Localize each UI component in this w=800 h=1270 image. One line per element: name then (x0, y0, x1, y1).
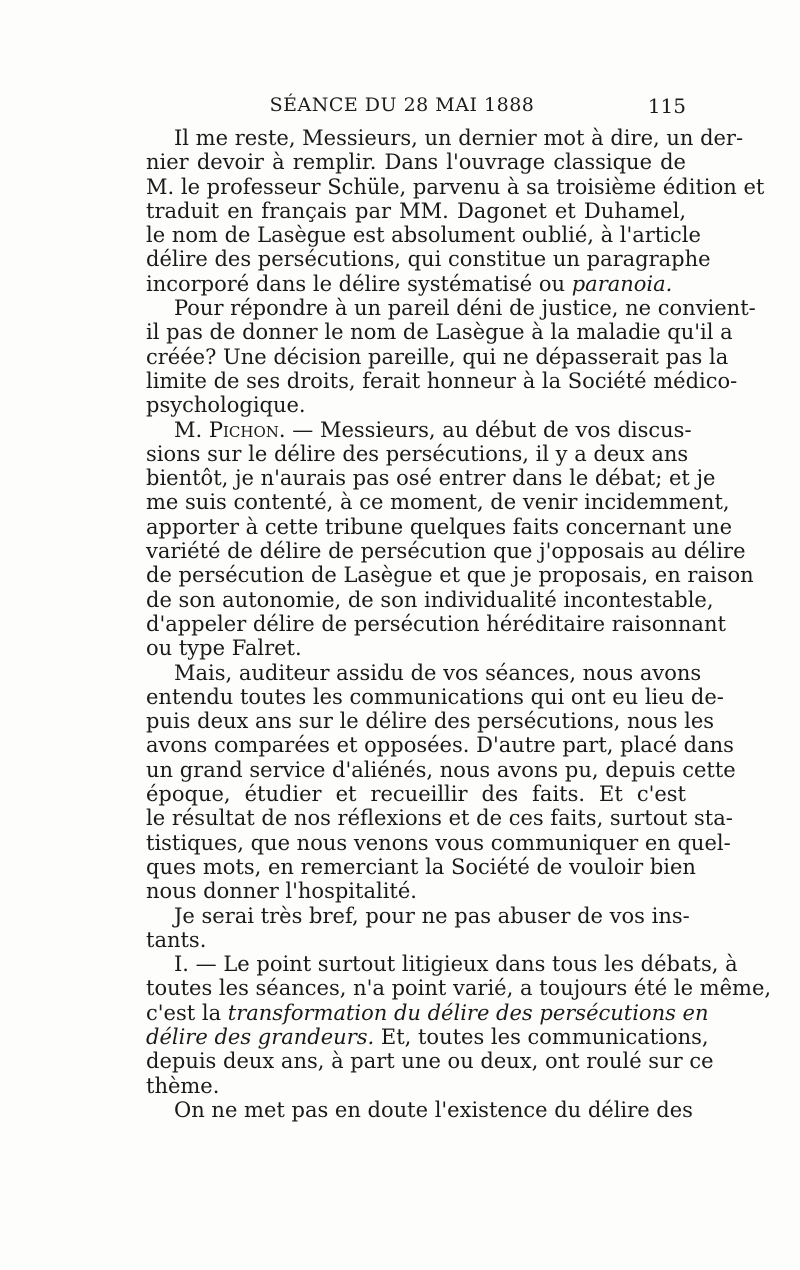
text-line: créée? Une décision pareille, qui ne dépasserait pas la (146, 344, 729, 369)
page-header (118, 94, 686, 124)
text-line: entendu toutes les communications qui ont eu lieu de- (146, 684, 724, 709)
text-line: époque, étudier et recueillir des faits. Et c'est (146, 782, 686, 807)
text-segment: incorporé dans le délire systématisé ou (146, 271, 566, 296)
text-line: On ne met pas en doute l'existence du délire des (174, 1097, 693, 1122)
text-line: d'appeler délire de persécution héréditaire raisonnant (146, 611, 726, 636)
text-line: thème. (146, 1073, 220, 1098)
running-head: SÉANCE DU 28 MAI 1888 (269, 94, 535, 116)
text-segment: Et, toutes les communications, (380, 1024, 709, 1049)
text-line: nous donner l'hospitalité. (146, 879, 417, 904)
paragraph (118, 1097, 693, 1122)
speaker-name: Pichon. (208, 417, 286, 442)
text-line (118, 1000, 709, 1025)
text-line: de son autonomie, de son individualité incontestable, (146, 587, 714, 612)
italic-term: transformation du délire des persécutions en (227, 1000, 709, 1025)
text-segment: — Messieurs, au début de vos discus- (292, 417, 692, 442)
italic-term: délire des grandeurs. (146, 1024, 375, 1049)
paragraph (118, 126, 765, 296)
text-line: variété de délire de persécution que j'opposais au délire (146, 539, 746, 564)
text-line: nier devoir à remplir. Dans l'ouvrage classique de (146, 150, 686, 175)
text-line: tistiques, que nous venons vous communiquer en quel- (146, 830, 731, 855)
text-line: sions sur le délire des persécutions, il y a deux ans (146, 441, 689, 466)
italic-term: paranoia. (571, 271, 673, 296)
paragraph (118, 296, 756, 418)
paragraph (118, 903, 690, 953)
text-line: I. — Le point surtout litigieux dans tous les débats, à (174, 952, 738, 977)
text-segment: c'est la (146, 1000, 222, 1025)
text-line: Mais, auditeur assidu de vos séances, nous avons (174, 660, 702, 685)
text-line: de persécution de Lasègue et que je proposais, en raison (146, 563, 754, 588)
text-line: bientôt, je n'aurais pas osé entrer dans le débat; et je (146, 466, 716, 491)
page-number: 115 (647, 94, 686, 118)
paragraph (118, 660, 736, 904)
paragraph (118, 417, 754, 661)
text-line: psychologique. (146, 393, 306, 418)
text-line: me suis contenté, à ce moment, de venir incidemment, (146, 490, 730, 515)
text-line: puis deux ans sur le délire des persécutions, nous les (146, 709, 715, 734)
text-line: ques mots, en remerciant la Société de vouloir bien (146, 854, 696, 879)
text-line (118, 272, 686, 296)
speaker-prefix: M. (174, 417, 203, 442)
text-line: tants. (146, 927, 207, 952)
text-line: M. le professeur Schüle, parvenu à sa troisième édition et (146, 174, 765, 199)
text-line: apporter à cette tribune quelques faits concernant une (146, 514, 733, 539)
text-line: un grand service d'aliénés, nous avons pu, depuis cette (146, 757, 736, 782)
text-line: le résultat de nos réflexions et de ces faits, surtout sta- (146, 806, 733, 831)
text-line: ou type Falret. (146, 636, 302, 661)
text-line (118, 1024, 709, 1049)
text-line (118, 417, 692, 442)
paragraph (118, 952, 772, 1098)
text-line: Je serai très bref, pour ne pas abuser de vos ins- (174, 903, 690, 928)
text-line: avons comparées et opposées. D'autre part, placé dans (146, 733, 734, 758)
text-line: toutes les séances, n'a point varié, a toujours été le même, (146, 976, 772, 1001)
text-line: depuis deux ans, à part une ou deux, ont roulé sur ce (146, 1049, 714, 1074)
text-line: le nom de Lasègue est absolument oublié, à l'article (146, 223, 701, 248)
body-text (118, 126, 772, 1122)
text-line: Pour répondre à un pareil déni de justice, ne convient- (174, 296, 756, 321)
text-line: traduit en français par MM. Dagonet et Duhamel, (146, 198, 686, 223)
text-line: il pas de donner le nom de Lasègue à la maladie qu'il a (146, 320, 733, 345)
text-line: limite de ses droits, ferait honneur à la Société médico- (146, 368, 738, 393)
text-line: délire des persécutions, qui constitue un paragraphe (146, 247, 711, 272)
text-line: Il me reste, Messieurs, un dernier mot à dire, un der- (174, 126, 744, 150)
